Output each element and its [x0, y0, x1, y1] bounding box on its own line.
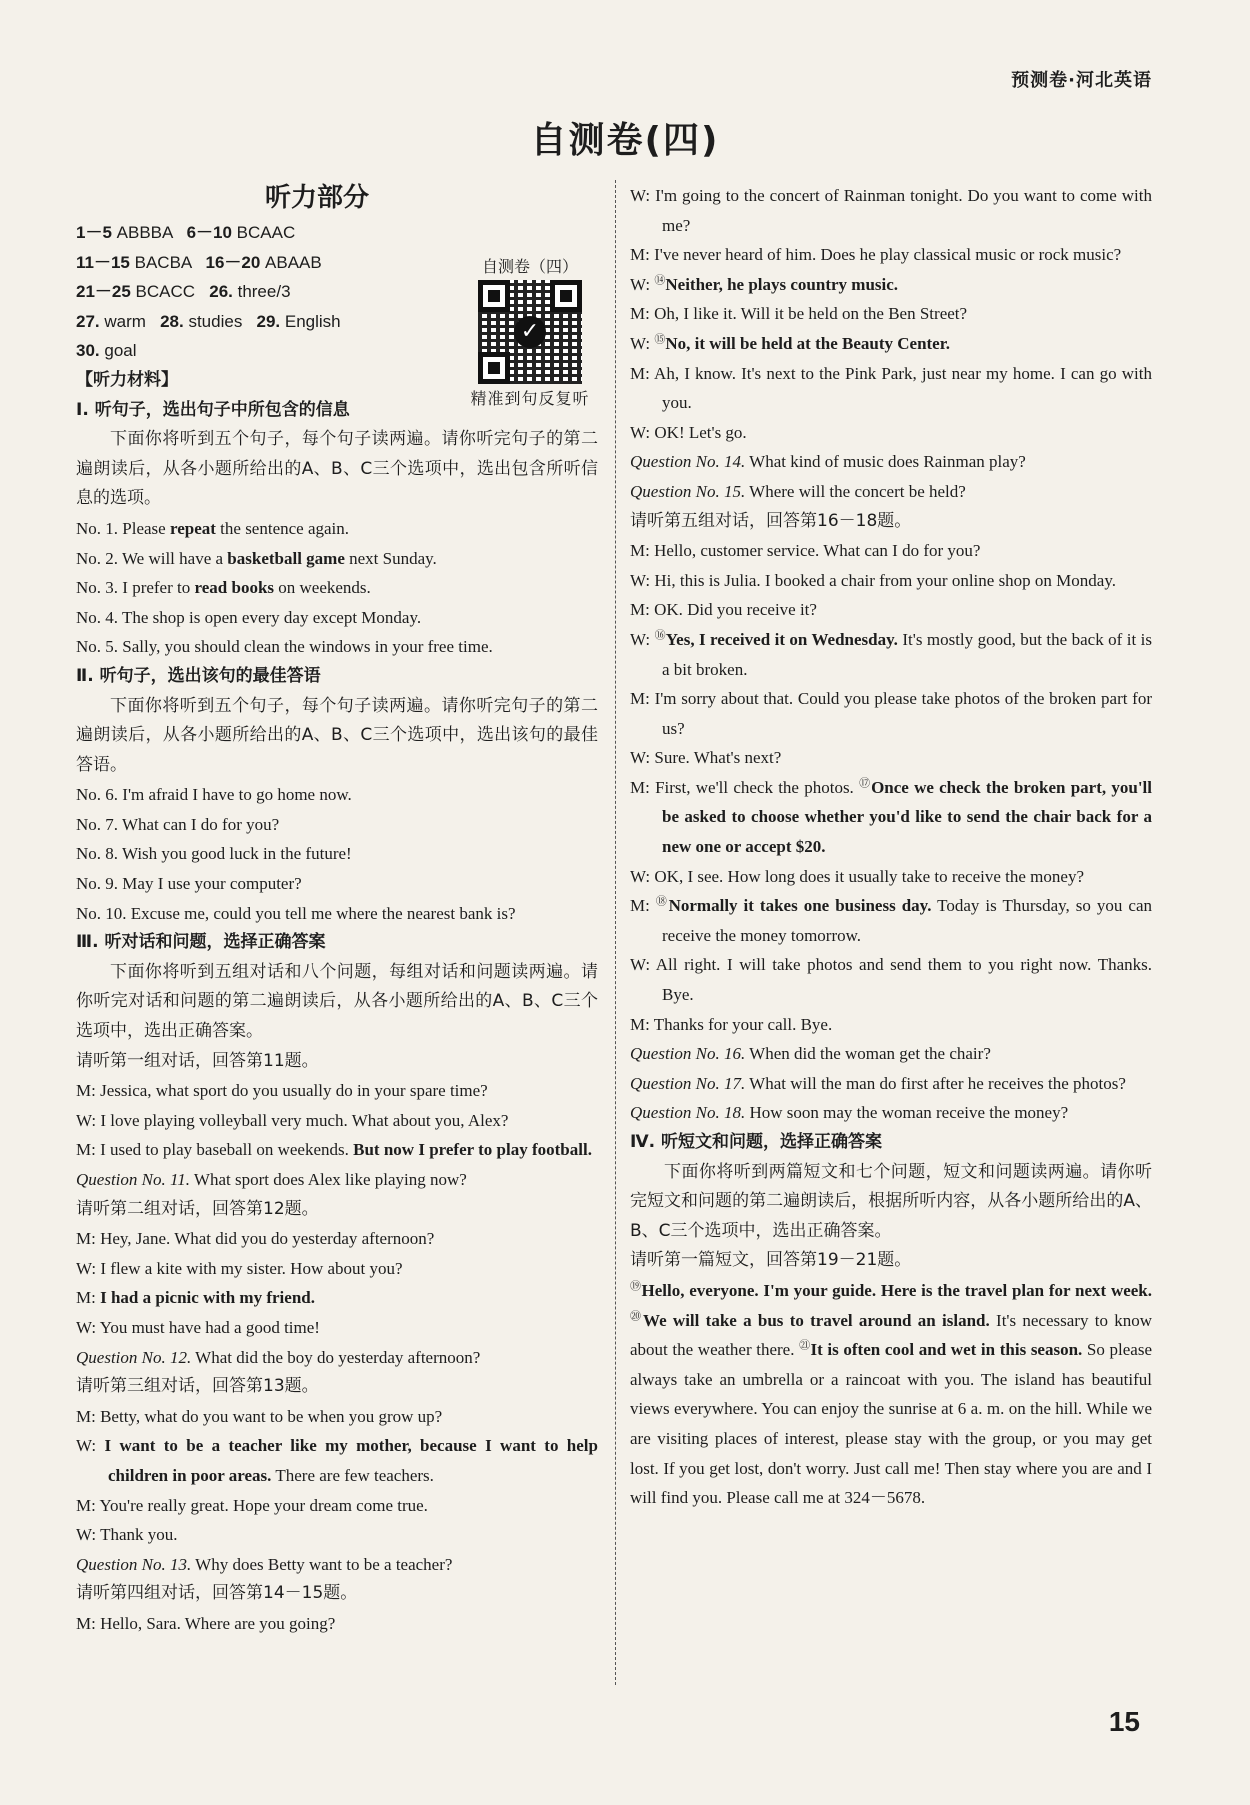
question-text: Why does Betty want to be a teacher? — [191, 1554, 453, 1574]
transcript-line — [76, 839, 598, 869]
text: W: — [630, 333, 655, 353]
qr-code-icon[interactable]: ✓ — [478, 280, 582, 384]
text: No. 7. What can I do for you? — [76, 814, 280, 834]
marker: ⑯ — [654, 629, 666, 642]
transcript-line — [76, 1254, 598, 1284]
marker: ⑰ — [859, 777, 872, 790]
text: W: I love playing volleyball very much. What about you, Alex? — [76, 1110, 509, 1130]
left-transcript — [76, 396, 598, 1639]
instructions: 下面你将听到五个句子，每个句子读两遍。请你听完句子的第二遍朗读后，从各小题所给出的A、B、C三个选项中，选出包含所听信息的选项。 — [76, 429, 598, 509]
question-number: Question No. 14. — [630, 452, 746, 472]
running-header: 预测卷·河北英语 — [1011, 70, 1152, 91]
text: M: OK. Did you receive it? — [630, 600, 817, 620]
instructions: 下面你将听到五组对话和八个问题，每组对话和问题读两遍。请你听完对话和问题的第二遍朗读后，从各小题所给出的A、B、C三个选项中，选出正确答案。 — [76, 961, 598, 1042]
transcript-line — [76, 1609, 598, 1639]
highlight: I had a picnic with my friend. — [100, 1288, 315, 1308]
transcript-line — [76, 869, 598, 899]
question-number: Question No. 16. — [630, 1044, 746, 1064]
part-heading: Ⅱ. 听句子，选出该句的最佳答语 — [76, 665, 321, 686]
marker: ⑭ — [654, 274, 666, 287]
question-line — [630, 477, 1152, 507]
answer-range: 30. — [76, 341, 105, 361]
answer-value: ABAAB — [265, 252, 322, 272]
text: the sentence again. — [215, 518, 350, 538]
transcript-line — [76, 1520, 598, 1550]
group-prompt: 请听第五组对话，回答第16－18题。 — [630, 510, 912, 531]
answer-range: 6－10 — [186, 223, 237, 242]
transcript-line — [630, 329, 1152, 359]
question-text: What will the man do first after he receives the photos? — [745, 1073, 1126, 1093]
qr-block[interactable] — [460, 256, 600, 410]
transcript-line — [76, 810, 598, 840]
transcript-line — [76, 514, 598, 544]
text: No. 6. I'm afraid I have to go home now. — [76, 785, 352, 805]
text: No. 10. Excuse me, could you tell me where the nearest bank is? — [76, 903, 516, 923]
answer-value: English — [284, 311, 341, 331]
question-line — [76, 1165, 598, 1195]
question-number: Question No. 17. — [630, 1073, 746, 1093]
text: W: You must have had a good time! — [76, 1317, 320, 1337]
marker: ⑮ — [654, 333, 666, 346]
highlight: I want to be a teacher like my mother, because I want to help children in poor areas. — [104, 1436, 598, 1485]
marker: ㉑ — [799, 1339, 811, 1352]
transcript-line — [76, 1491, 598, 1521]
question-line — [630, 1039, 1152, 1069]
transcript-line — [630, 418, 1152, 448]
passage — [630, 1276, 1152, 1513]
qr-label: 自测卷（四） — [481, 257, 578, 276]
group-prompt: 请听第一组对话，回答第11题。 — [76, 1050, 319, 1071]
answer-value: goal — [104, 341, 137, 361]
text: W: OK, I see. How long does it usually take to receive the money? — [630, 866, 1084, 886]
transcript-line — [630, 743, 1152, 773]
answer-range: 16－20 — [205, 252, 266, 272]
text: No. 2. We will have a — [76, 548, 228, 568]
text: W: Thank you. — [76, 1525, 178, 1545]
question-text: What kind of music does Rainman play? — [745, 452, 1026, 472]
transcript-line — [630, 684, 1152, 743]
text: M: Betty, what do you want to be when you grow up? — [76, 1406, 443, 1426]
text: W: All right. I will take photos and send them to you right now. Thanks. Bye. — [630, 955, 1152, 1005]
question-line — [76, 1550, 598, 1580]
text: M: I've never heard of him. Does he play classical music or rock music? — [630, 245, 1122, 265]
transcript-line — [630, 181, 1152, 240]
qr-caption: 精准到句反复听 — [470, 389, 590, 408]
question-text: What did the boy do yesterday afternoon? — [191, 1347, 481, 1367]
text: M: I'm sorry about that. Could you please take photos of the broken part for us? — [630, 689, 1152, 738]
group-prompt: 请听第一篇短文，回答第19－21题。 — [630, 1250, 912, 1271]
transcript-line — [76, 1106, 598, 1136]
highlight: Yes, I received it on Wednesday. — [665, 629, 898, 649]
text: No. 3. I prefer to — [76, 578, 195, 598]
answer-value: warm — [104, 311, 161, 331]
page-number: 15 — [1108, 1706, 1140, 1737]
text: M: First, we'll check the photos. — [630, 777, 860, 797]
transcript-line — [630, 595, 1152, 625]
text: M: Thanks for your call. Bye. — [630, 1014, 833, 1034]
question-line — [630, 1069, 1152, 1099]
answer-range: 26. — [209, 282, 238, 302]
answer-value: ABBBA — [116, 223, 187, 242]
transcript-line — [630, 1010, 1152, 1040]
text: M: Hey, Jane. What did you do yesterday afternoon? — [76, 1229, 435, 1249]
answer-value: BACBA — [134, 252, 206, 272]
question-number: Question No. 15. — [630, 481, 746, 501]
material-heading: 【听力材料】 — [76, 369, 178, 390]
text: W: — [76, 1436, 105, 1456]
highlight: basketball game — [227, 548, 345, 568]
transcript-line — [76, 632, 598, 662]
marker: ⑲ — [630, 1280, 642, 1293]
text: W: — [630, 629, 655, 649]
highlight: Hello, everyone. I'm your guide. Here is the travel plan for next week. — [641, 1280, 1153, 1300]
section-title: 听力部分 — [264, 183, 369, 213]
right-column — [630, 181, 1152, 1513]
marker: ⑳ — [630, 1309, 644, 1322]
transcript-line — [630, 891, 1152, 950]
text: There are few teachers. — [271, 1465, 434, 1485]
transcript-line — [630, 536, 1152, 566]
transcript-line — [630, 566, 1152, 596]
answer-value: BCACC — [135, 282, 210, 302]
highlight: No, it will be held at the Beauty Center. — [665, 333, 950, 353]
transcript-line — [630, 950, 1152, 1009]
text: M: Hello, customer service. What can I do for you? — [630, 541, 981, 561]
text: next Sunday. — [344, 548, 437, 568]
transcript-line — [76, 899, 598, 929]
text: W: OK! Let's go. — [630, 422, 747, 442]
marker: ⑱ — [655, 895, 669, 908]
transcript-line — [76, 544, 598, 574]
right-transcript — [630, 181, 1152, 1513]
text: M: I used to play baseball on weekends. — [76, 1140, 354, 1160]
part-heading: Ⅳ. 听短文和问题，选择正确答案 — [630, 1132, 883, 1152]
text: No. 1. Please — [76, 518, 170, 538]
left-column — [76, 180, 598, 1639]
text: M: Jessica, what sport do you usually do in your spare time? — [76, 1081, 488, 1101]
transcript-line — [76, 1431, 598, 1490]
text: Today is Thursday, so you can receive the money tomorrow. — [662, 896, 1153, 945]
text: M: Ah, I know. It's next to the Pink Park, just near my home. I can go with you. — [630, 363, 1152, 413]
text: It's mostly good, but the back of it is a bit broken. — [662, 629, 1152, 679]
question-line — [630, 447, 1152, 477]
instructions: 下面你将听到五个句子，每个句子读两遍。请你听完句子的第二遍朗读后，从各小题所给出的A、B、C三个选项中，选出该句的最佳答语。 — [76, 695, 598, 775]
question-text: When did the woman get the chair? — [745, 1044, 991, 1064]
text: So please always take an umbrella or a raincoat with you. The island has beautiful views everywhere. You can enjoy the sunrise at 6 a. m. on the hill. While we are visiting places of interest, please stay with the group, or you may get lost. If you get lost, don't worry. Just call me! Then stay where you are and I will find you. Please call me at 324－5678. — [630, 1340, 1152, 1508]
transcript-line — [630, 625, 1152, 684]
question-line — [630, 1098, 1152, 1128]
transcript-line — [76, 1313, 598, 1343]
transcript-line — [76, 573, 598, 603]
group-prompt: 请听第三组对话，回答第13题。 — [76, 1376, 319, 1397]
transcript-line — [76, 1076, 598, 1106]
part-heading: Ⅰ. 听句子，选出句子中所包含的信息 — [76, 399, 350, 420]
highlight: We will take a bus to travel around an island. — [643, 1310, 990, 1330]
answer-range: 28. — [160, 311, 189, 331]
page-title: 自测卷(四) — [530, 120, 720, 161]
answer-value: BCAAC — [236, 223, 296, 242]
transcript-line — [630, 862, 1152, 892]
question-text: Where will the concert be held? — [745, 481, 966, 501]
highlight: Normally it takes one business day. — [668, 896, 932, 916]
answer-range: 11－15 — [76, 252, 135, 272]
question-number: Question No. 18. — [630, 1103, 746, 1123]
question-number: Question No. 11. — [76, 1170, 190, 1189]
answer-range: 1－5 — [76, 223, 117, 242]
transcript-line — [630, 270, 1152, 300]
text: M: — [76, 1288, 101, 1308]
transcript-line — [630, 773, 1152, 862]
question-number: Question No. 12. — [76, 1347, 192, 1367]
transcript-line — [630, 359, 1152, 418]
highlight: repeat — [169, 518, 216, 538]
text: No. 5. Sally, you should clean the windows in your free time. — [76, 637, 493, 657]
text: on weekends. — [274, 578, 371, 598]
question-number: Question No. 13. — [76, 1554, 192, 1574]
transcript-line — [630, 240, 1152, 270]
answer-value: studies — [188, 311, 257, 331]
question-line — [76, 1343, 598, 1373]
answer-range: 21－25 — [76, 282, 136, 302]
instructions: 下面你将听到两篇短文和七个问题，短文和问题读两遍。请你听完短文和问题的第二遍朗读后，根据所听内容，从各小题所给出的A、B、C三个选项中，选出正确答案。 — [630, 1161, 1152, 1241]
answer-row — [76, 218, 598, 248]
text: M: You're really great. Hope your dream come true. — [76, 1495, 428, 1515]
text: It's necessary to know about the weather there. — [630, 1310, 1153, 1360]
group-prompt: 请听第四组对话，回答第14－15题。 — [76, 1583, 358, 1604]
highlight: Once we check the broken part, you'll be asked to choose whether you'd like to send the chair back for a new one or accept $20. — [662, 777, 1153, 857]
column-divider — [615, 180, 616, 1685]
highlight: It is often cool and wet in this season. — [810, 1340, 1083, 1360]
answer-range: 29. — [256, 311, 285, 331]
transcript-line — [76, 1224, 598, 1254]
text: No. 4. The shop is open every day except Monday. — [76, 607, 422, 627]
text: M: Oh, I like it. Will it be held on the Ben Street? — [630, 304, 968, 324]
text: M: — [630, 896, 656, 916]
text: M: Hello, Sara. Where are you going? — [76, 1613, 336, 1633]
transcript-line — [76, 1283, 598, 1313]
highlight: But now I prefer to play football. — [353, 1140, 592, 1160]
answer-range: 27. — [76, 311, 105, 331]
group-prompt: 请听第二组对话，回答第12题。 — [76, 1198, 319, 1219]
highlight: Neither, he plays country music. — [665, 274, 899, 294]
transcript-line — [630, 299, 1152, 329]
transcript-line — [76, 1402, 598, 1432]
text: W: — [630, 274, 655, 294]
text: W: Sure. What's next? — [630, 748, 782, 768]
answer-value: three/3 — [237, 282, 291, 302]
text: W: I flew a kite with my sister. How about you? — [76, 1258, 403, 1278]
question-text: How soon may the woman receive the money? — [745, 1103, 1069, 1123]
transcript-line — [76, 1135, 598, 1165]
text: W: I'm going to the concert of Rainman tonight. Do you want to come with me? — [630, 186, 1152, 235]
transcript-line — [76, 603, 598, 633]
highlight: read books — [194, 578, 275, 598]
part-heading: Ⅲ. 听对话和问题，选择正确答案 — [76, 932, 326, 953]
question-text: What sport does Alex like playing now? — [189, 1170, 467, 1189]
text: W: Hi, this is Julia. I booked a chair from your online shop on Monday. — [630, 570, 1116, 590]
transcript-line — [76, 780, 598, 810]
text: No. 9. May I use your computer? — [76, 874, 302, 894]
text: No. 8. Wish you good luck in the future! — [76, 844, 352, 864]
